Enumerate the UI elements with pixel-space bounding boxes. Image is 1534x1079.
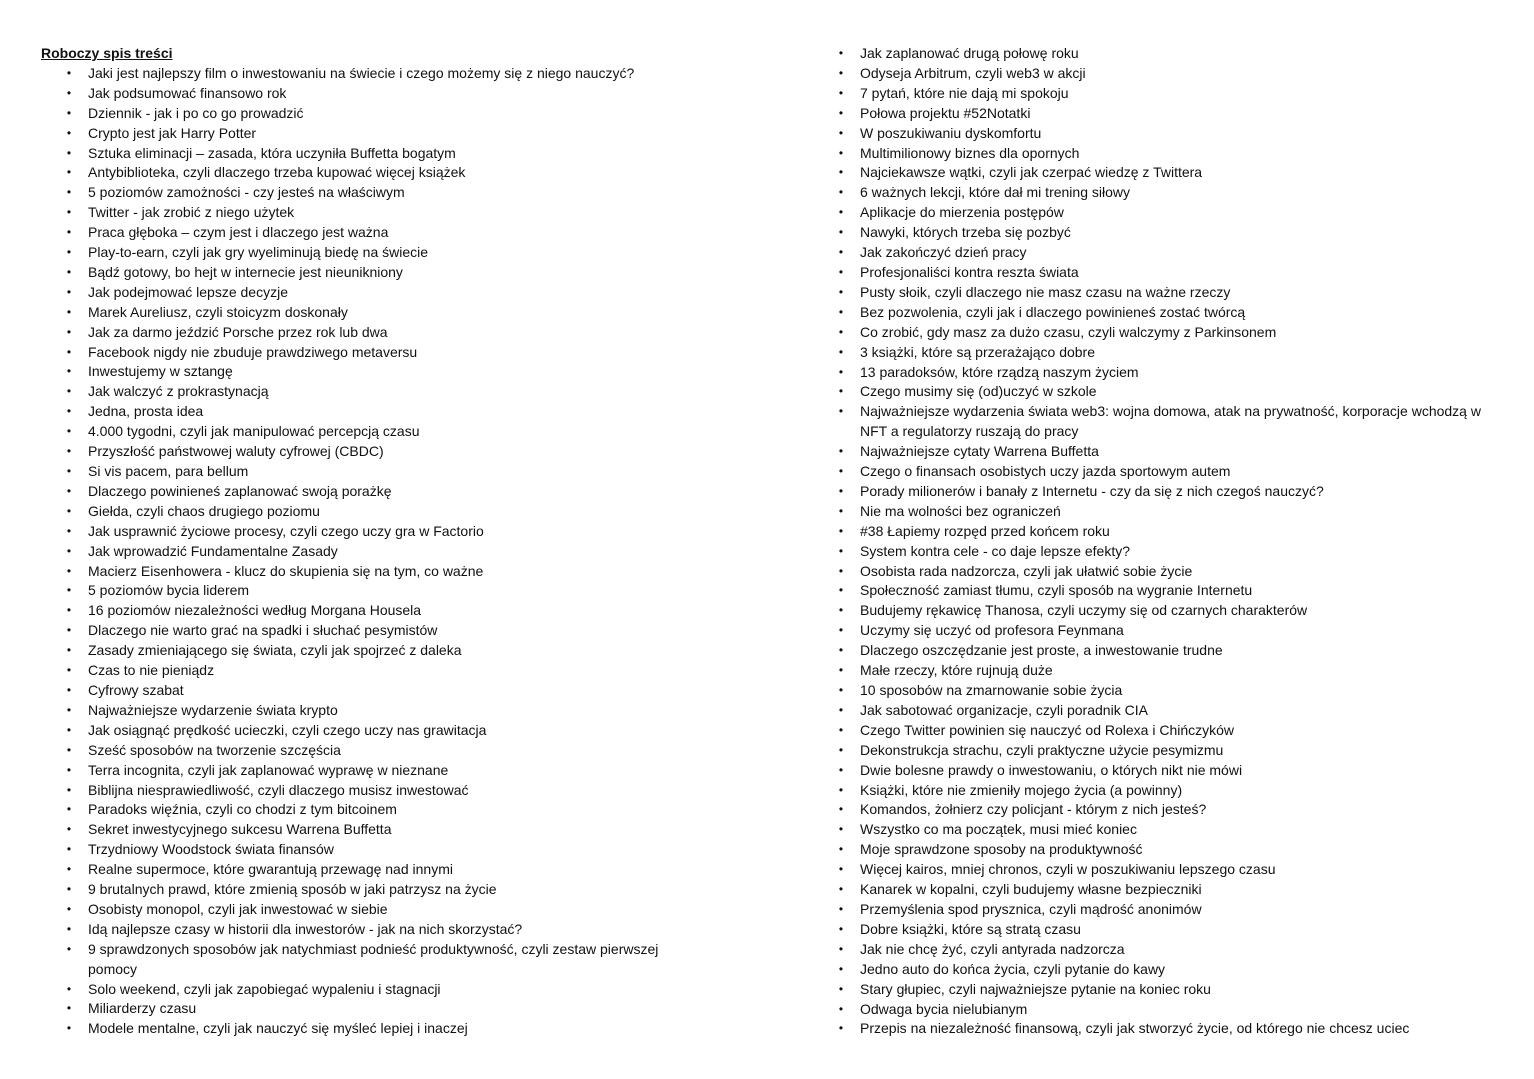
bullet-icon: • (66, 105, 72, 120)
list-item (41, 860, 701, 880)
bullet-icon: • (838, 961, 844, 976)
bullet-icon: • (66, 464, 72, 479)
bullet-icon: • (66, 603, 72, 618)
bullet-icon: • (838, 563, 844, 578)
list-item-text: Jak osiągnąć prędkość ucieczki, czyli czego uczy nas grawitacja (88, 721, 487, 738)
list-item (834, 761, 1494, 781)
bullet-icon: • (838, 523, 844, 538)
list-item-text: Macierz Eisenhowera - klucz do skupienia się na tym, co ważne (88, 562, 484, 579)
bullet-icon: • (838, 543, 844, 558)
bullet-icon: • (838, 921, 844, 936)
list-item (834, 601, 1494, 621)
list-item (834, 104, 1494, 124)
list-item (41, 422, 701, 442)
bullet-icon: • (66, 364, 72, 379)
list-item (834, 581, 1494, 601)
bullet-icon: • (66, 344, 72, 359)
list-item-text: Jak podsumować finansowo rok (88, 84, 287, 101)
list-item (834, 343, 1494, 363)
bullet-icon: • (838, 324, 844, 339)
list-item (834, 562, 1494, 582)
bullet-icon: • (66, 663, 72, 678)
list-item-text: Najważniejsze wydarzenie świata krypto (88, 701, 338, 718)
list-item (834, 900, 1494, 920)
list-item (834, 1019, 1494, 1039)
list-item (41, 84, 701, 104)
bullet-icon: • (66, 225, 72, 240)
bullet-icon: • (66, 65, 72, 80)
list-item (41, 820, 701, 840)
bullet-icon: • (838, 145, 844, 160)
bullet-icon: • (838, 981, 844, 996)
list-item-text: Społeczność zamiast tłumu, czyli sposób na wygranie Internetu (860, 582, 1253, 599)
list-item-text: Odwaga bycia nielubianym (860, 1000, 1028, 1017)
list-item (834, 860, 1494, 880)
list-item-text: W poszukiwaniu dyskomfortu (860, 124, 1042, 141)
list-item-text: Wszystko co ma początek, musi mieć koniec (860, 821, 1137, 838)
bullet-icon: • (838, 165, 844, 180)
list-item-text: Jedna, prosta idea (88, 403, 204, 420)
list-item-text: Nawyki, których trzeba się pozbyć (860, 224, 1071, 241)
list-item (41, 920, 701, 940)
bullet-icon: • (838, 901, 844, 916)
bullet-icon: • (838, 941, 844, 956)
list-item (834, 323, 1494, 343)
bullet-icon: • (838, 105, 844, 120)
bullet-icon: • (838, 862, 844, 877)
list-item-text: Dlaczego nie warto grać na spadki i słuchać pesymistów (88, 622, 438, 639)
list-item (41, 382, 701, 402)
bullet-icon: • (838, 384, 844, 399)
bullet-icon: • (838, 583, 844, 598)
bullet-icon: • (838, 623, 844, 638)
list-item (41, 124, 701, 144)
bullet-icon: • (66, 284, 72, 299)
bullet-icon: • (838, 205, 844, 220)
list-item (41, 880, 701, 900)
list-item-text: Dziennik - jak i po co go prowadzić (88, 104, 304, 121)
list-item-text: Czas to nie pieniądz (88, 662, 215, 679)
list-item (41, 442, 701, 462)
list-item (41, 263, 701, 283)
list-item-text: Jak nie chcę żyć, czyli antyrada nadzorcza (860, 940, 1125, 957)
list-item-text: Profesjonaliści kontra reszta świata (860, 263, 1079, 280)
list-item-text: Twitter - jak zrobić z niego użytek (88, 204, 295, 221)
list-item (834, 243, 1494, 263)
bullet-icon: • (66, 782, 72, 797)
list-item-text: Play-to-earn, czyli jak gry wyeliminują biedę na świecie (88, 244, 429, 261)
bullet-icon: • (838, 185, 844, 200)
list-item-text: Si vis pacem, para bellum (88, 463, 249, 480)
bullet-icon: • (66, 623, 72, 638)
list-item-text: Czego musimy się (od)uczyć w szkole (860, 383, 1097, 400)
list-item (41, 741, 701, 761)
list-item-text: Nie ma wolności bez ograniczeń (860, 502, 1061, 519)
bullet-icon: • (838, 245, 844, 260)
list-item-text: 4.000 tygodni, czyli jak manipulować percepcją czasu (88, 423, 420, 440)
list-item-text: Więcej kairos, mniej chronos, czyli w poszukiwaniu lepszego czasu (860, 861, 1276, 878)
list-item (834, 382, 1494, 402)
list-item (834, 781, 1494, 801)
list-item (41, 999, 701, 1019)
list-item (834, 223, 1494, 243)
list-item (41, 940, 701, 980)
list-item-text: Terra incognita, czyli jak zaplanować wyprawę w nieznane (88, 761, 449, 778)
bullet-icon: • (838, 722, 844, 737)
bullet-icon: • (66, 185, 72, 200)
bullet-icon: • (838, 842, 844, 857)
bullet-icon: • (838, 304, 844, 319)
list-item (41, 800, 701, 820)
bullet-icon: • (66, 424, 72, 439)
bullet-icon: • (66, 1021, 72, 1036)
list-item-text: Crypto jest jak Harry Potter (88, 124, 257, 141)
list-item-text: Jak wprowadzić Fundamentalne Zasady (88, 542, 338, 559)
list-item-text: Czego o finansach osobistych uczy jazda sportowym autem (860, 463, 1231, 480)
list-item (834, 163, 1494, 183)
list-item-text: Dlaczego powinieneś zaplanować swoją porażkę (88, 482, 392, 499)
list-item-text: 13 paradoksów, które rządzą naszym życiem (860, 363, 1139, 380)
list-item-text: Najważniejsze cytaty Warrena Buffetta (860, 443, 1099, 460)
bullet-icon: • (66, 384, 72, 399)
bullet-icon: • (838, 503, 844, 518)
list-item (834, 502, 1494, 522)
bullet-icon: • (66, 404, 72, 419)
list-item (41, 542, 701, 562)
list-item-text: 10 sposobów na zmarnowanie sobie życia (860, 682, 1123, 698)
list-item (41, 502, 701, 522)
list-item-text: System kontra cele - co daje lepsze efekty? (860, 542, 1131, 559)
bullet-icon: • (66, 583, 72, 598)
list-item (834, 960, 1494, 980)
list-item-text: Osobista rada nadzorcza, czyli jak ułatwić sobie życie (860, 562, 1193, 579)
list-item-text: Antybiblioteka, czyli dlaczego trzeba kupować więcej książek (88, 164, 466, 181)
list-item (834, 144, 1494, 164)
list-item (834, 800, 1494, 820)
bullet-icon: • (838, 603, 844, 618)
list-item-text: 6 ważnych lekcji, które dał mi trening siłowy (860, 184, 1130, 201)
bullet-icon: • (838, 404, 844, 419)
list-item-text: Idą najlepsze czasy w historii dla inwestorów - jak na nich skorzystać? (88, 920, 523, 937)
list-item (41, 343, 701, 363)
list-item (834, 840, 1494, 860)
bullet-icon: • (66, 643, 72, 658)
list-item-text: 5 poziomów bycia liderem (88, 582, 250, 599)
list-item (834, 980, 1494, 1000)
bullet-icon: • (66, 722, 72, 737)
list-item (41, 661, 701, 681)
list-item (41, 482, 701, 502)
list-item (41, 144, 701, 164)
bullet-icon: • (66, 901, 72, 916)
list-item-text: Jak zaplanować drugą połowę roku (860, 45, 1079, 61)
list-item-text: Przepis na niezależność finansową, czyli jak stworzyć życie, od którego nie chcesz uciec (860, 1020, 1410, 1037)
bullet-icon: • (66, 324, 72, 339)
bullet-icon: • (838, 762, 844, 777)
list-item (834, 124, 1494, 144)
list-item (834, 303, 1494, 323)
list-item-text: Jedno auto do końca życia, czyli pytanie do kawy (860, 960, 1166, 977)
bullet-icon: • (66, 921, 72, 936)
list-item-text: Kanarek w kopalni, czyli budujemy własne bezpieczniki (860, 881, 1202, 898)
bullet-icon: • (66, 702, 72, 717)
bullet-icon: • (66, 165, 72, 180)
bullet-icon: • (66, 802, 72, 817)
list-item-text: Dekonstrukcja strachu, czyli praktyczne użycie pesymizmu (860, 741, 1224, 758)
list-item (41, 701, 701, 721)
list-item (834, 482, 1494, 502)
list-item-text: 9 sprawdzonych sposobów jak natychmiast podnieść produktywność, czyli zestaw pierwszej pomocy (88, 940, 659, 977)
bullet-icon: • (66, 822, 72, 837)
list-item (834, 84, 1494, 104)
list-item (41, 522, 701, 542)
list-item-text: Sztuka eliminacji – zasada, która uczyniła Buffetta bogatym (88, 144, 456, 161)
list-item (834, 522, 1494, 542)
bullet-icon: • (66, 842, 72, 857)
list-item-text: Małe rzeczy, które rujnują duże (860, 662, 1053, 679)
list-item-text: Jaki jest najlepszy film o inwestowaniu na świecie i czego możemy się z niego nauczyć? (88, 64, 635, 81)
list-item-text: Facebook nigdy nie zbuduje prawdziwego metaversu (88, 343, 418, 360)
list-item (41, 303, 701, 323)
list-item-text: 7 pytań, które nie dają mi spokoju (860, 84, 1069, 101)
list-item-text: Książki, które nie zmieniły mojego życia (a powinny) (860, 781, 1183, 798)
bullet-icon: • (838, 46, 844, 60)
list-item (834, 462, 1494, 482)
bullet-icon: • (66, 941, 72, 956)
list-item (41, 621, 701, 641)
list-item-text: Stary głupiec, czyli najważniejsze pytanie na koniec roku (860, 980, 1211, 997)
bullet-icon: • (838, 444, 844, 459)
list-item (41, 64, 701, 84)
list-item (41, 562, 701, 582)
list-item (834, 442, 1494, 462)
bullet-icon: • (66, 245, 72, 260)
bullet-icon: • (838, 464, 844, 479)
list-item-text: Aplikacje do mierzenia postępów (860, 204, 1064, 221)
list-item (41, 781, 701, 801)
list-item-text: Solo weekend, czyli jak zapobiegać wypaleniu i stagnacji (88, 980, 441, 997)
list-item-text: Jak podejmować lepsze decyzje (88, 283, 288, 300)
list-item (834, 64, 1494, 84)
bullet-icon: • (66, 444, 72, 459)
right-column (834, 44, 1494, 1039)
bullet-icon: • (66, 523, 72, 538)
list-item-text: Modele mentalne, czyli jak nauczyć się myśleć lepiej i inaczej (88, 1020, 468, 1037)
list-item-text: Zasady zmieniającego się świata, czyli jak spojrzeć z daleka (88, 642, 462, 659)
list-item (834, 681, 1494, 701)
list-item-text: Dwie bolesne prawdy o inwestowaniu, o których nikt nie mówi (860, 761, 1243, 778)
bullet-icon: • (66, 205, 72, 220)
bullet-icon: • (66, 145, 72, 160)
list-item (834, 641, 1494, 661)
bullet-icon: • (66, 1001, 72, 1016)
bullet-icon: • (66, 981, 72, 996)
list-item (41, 203, 701, 223)
list-item-text: 16 poziomów niezależności według Morgana Housela (88, 602, 422, 619)
document-heading: Roboczy spis treści (41, 45, 173, 61)
list-item (41, 243, 701, 263)
bullet-icon: • (66, 543, 72, 558)
list-item (41, 761, 701, 781)
list-item-text: Bez pozwolenia, czyli jak i dlaczego powinieneś zostać twórcą (860, 303, 1246, 320)
bullet-icon: • (838, 85, 844, 100)
list-item-text: Przemyślenia spod prysznica, czyli mądrość anonimów (860, 900, 1202, 917)
bullet-icon: • (838, 822, 844, 837)
bullet-icon: • (66, 742, 72, 757)
bullet-icon: • (838, 882, 844, 897)
list-item-text: Marek Aureliusz, czyli stoicyzm doskonały (88, 303, 348, 320)
list-item (41, 980, 701, 1000)
bullet-icon: • (66, 264, 72, 279)
list-item-text: Komandos, żołnierz czy policjant - którym z nich jesteś? (860, 801, 1207, 818)
list-item-text: Przyszłość państwowej waluty cyfrowej (CBDC) (88, 443, 384, 460)
list-item (834, 402, 1494, 442)
list-item-text: Pusty słoik, czyli dlaczego nie masz czasu na ważne rzeczy (860, 283, 1231, 300)
left-column (41, 44, 701, 1039)
list-item (834, 920, 1494, 940)
bullet-icon: • (66, 304, 72, 319)
list-item-text: Praca głęboka – czym jest i dlaczego jest ważna (88, 224, 389, 241)
list-item (834, 44, 1494, 64)
bullet-icon: • (838, 364, 844, 379)
list-item (41, 601, 701, 621)
list-item-text: Miliarderzy czasu (88, 1000, 197, 1017)
list-item-text: Multimilionowy biznes dla opornych (860, 144, 1080, 161)
bullet-icon: • (66, 85, 72, 100)
list-item-text: Budujemy rękawicę Thanosa, czyli uczymy się od czarnych charakterów (860, 602, 1308, 619)
list-item-text: Sześć sposobów na tworzenie szczęścia (88, 741, 341, 758)
bullet-icon: • (838, 702, 844, 717)
list-item-text: Jak sabotować organizacje, czyli poradnik CIA (860, 701, 1148, 718)
list-item-text: Odyseja Arbitrum, czyli web3 w akcji (860, 64, 1086, 81)
list-item-text: Jak zakończyć dzień pracy (860, 244, 1027, 261)
bullet-icon: • (838, 65, 844, 80)
list-item-text: Cyfrowy szabat (88, 681, 184, 698)
list-item-text: Jak usprawnić życiowe procesy, czyli czego uczy gra w Factorio (88, 522, 484, 539)
bullet-icon: • (838, 125, 844, 140)
list-item (41, 1019, 701, 1039)
bullet-icon: • (66, 125, 72, 140)
list-item-text: 5 poziomów zamożności - czy jesteś na właściwym (88, 184, 405, 201)
list-item (41, 681, 701, 701)
list-item (834, 741, 1494, 761)
list-item-text: Uczymy się uczyć od profesora Feynmana (860, 622, 1124, 639)
list-item-text: Jak walczyć z prokrastynacją (88, 383, 269, 400)
list-item-text: Sekret inwestycyjnego sukcesu Warrena Buffetta (88, 821, 392, 838)
bullet-icon: • (66, 563, 72, 578)
bullet-icon: • (838, 683, 844, 697)
list-item (834, 820, 1494, 840)
list-item (41, 840, 701, 860)
list-item (834, 621, 1494, 641)
list-item (834, 263, 1494, 283)
list-item (41, 104, 701, 124)
bullet-icon: • (838, 802, 844, 817)
list-item (834, 203, 1494, 223)
list-item-text: 9 brutalnych prawd, które zmienią sposób w jaki patrzysz na życie (88, 881, 497, 898)
bullet-icon: • (838, 284, 844, 299)
bullet-icon: • (838, 742, 844, 757)
bullet-icon: • (838, 344, 844, 359)
list-item-text: Dlaczego oszczędzanie jest proste, a inwestowanie trudne (860, 642, 1223, 659)
list-item (834, 701, 1494, 721)
list-item (41, 362, 701, 382)
bullet-icon: • (838, 1001, 844, 1016)
bullet-icon: • (838, 663, 844, 678)
bullet-icon: • (66, 762, 72, 777)
list-item (41, 721, 701, 741)
list-item (834, 880, 1494, 900)
list-item-text: Najciekawsze wątki, czyli jak czerpać wiedzę z Twittera (860, 164, 1203, 181)
list-item-text: Co zrobić, gdy masz za dużo czasu, czyli walczymy z Parkinsonem (860, 323, 1277, 340)
list-item (41, 223, 701, 243)
list-item-text: Najważniejsze wydarzenia świata web3: wojna domowa, atak na prywatność, korporacje wchodzą w NFT a regulatorzy ruszają do pracy (860, 403, 1481, 440)
list-item (41, 462, 701, 482)
list-item-text: Paradoks więźnia, czyli co chodzi z tym bitcoinem (88, 801, 397, 818)
list-item-text: Jak za darmo jeździć Porsche przez rok lub dwa (88, 323, 388, 340)
list-item (41, 581, 701, 601)
list-item (834, 183, 1494, 203)
list-item (41, 641, 701, 661)
bullet-icon: • (838, 782, 844, 797)
list-item-text: Inwestujemy w sztangę (88, 363, 233, 380)
list-item-text: Realne supermoce, które gwarantują przewagę nad innymi (88, 861, 453, 878)
right-toc-list (834, 44, 1494, 1039)
list-item-text: #38 Łapiemy rozpęd przed końcem roku (860, 522, 1110, 539)
bullet-icon: • (66, 862, 72, 877)
bullet-icon: • (66, 503, 72, 518)
list-item-text: 3 książki, które są przerażająco dobre (860, 343, 1095, 360)
list-item-text: Połowa projektu #52Notatki (860, 104, 1031, 121)
bullet-icon: • (838, 264, 844, 279)
list-item (41, 183, 701, 203)
list-item-text: Moje sprawdzone sposoby na produktywność (860, 841, 1143, 858)
list-item (834, 661, 1494, 681)
list-item (41, 323, 701, 343)
list-item-text: Czego Twitter powinien się nauczyć od Rolexa i Chińczyków (860, 721, 1235, 738)
list-item-text: Giełda, czyli chaos drugiego poziomu (88, 502, 320, 519)
list-item-text: Dobre książki, które są stratą czasu (860, 920, 1081, 937)
list-item (834, 1000, 1494, 1020)
list-item-text: Bądź gotowy, bo hejt w internecie jest nieunikniony (88, 263, 403, 280)
list-item-text: Trzydniowy Woodstock świata finansów (88, 841, 334, 858)
bullet-icon: • (66, 483, 72, 498)
bullet-icon: • (66, 682, 72, 697)
list-item (834, 940, 1494, 960)
bullet-icon: • (838, 1021, 844, 1036)
list-item (834, 721, 1494, 741)
bullet-icon: • (838, 483, 844, 498)
bullet-icon: • (838, 225, 844, 240)
list-item (41, 900, 701, 920)
bullet-icon: • (66, 882, 72, 897)
list-item (41, 163, 701, 183)
list-item (41, 283, 701, 303)
list-item-text: Osobisty monopol, czyli jak inwestować w siebie (88, 900, 388, 917)
left-toc-list (41, 64, 701, 1039)
bullet-icon: • (838, 643, 844, 658)
list-item (41, 402, 701, 422)
list-item (834, 542, 1494, 562)
list-item (834, 363, 1494, 383)
list-item-text: Biblijna niesprawiedliwość, czyli dlaczego musisz inwestować (88, 781, 469, 798)
list-item-text: Porady milionerów i banały z Internetu - czy da się z nich czegoś nauczyć? (860, 482, 1324, 499)
list-item (834, 283, 1494, 303)
